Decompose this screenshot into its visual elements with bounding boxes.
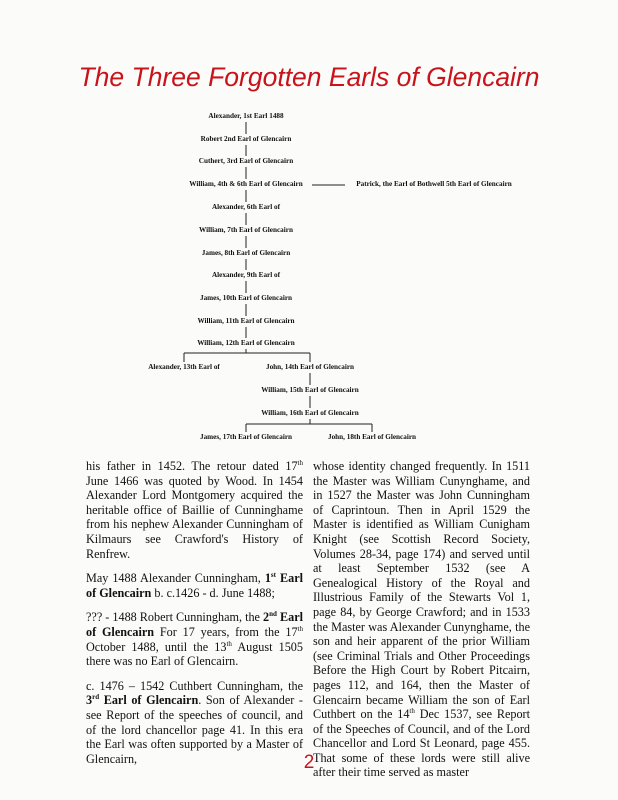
tree-node-17th-earl: James, 17th Earl of Glencairn: [199, 433, 293, 441]
body-text: [86, 459, 530, 780]
tree-node-16th-earl: William, 16th Earl of Glencairn: [261, 409, 359, 417]
tree-node-12th-earl: William, 12th Earl of Glencairn: [197, 339, 295, 347]
tree-node-6th-earl: Alexander, 6th Earl of: [211, 203, 281, 211]
tree-node-10th-earl: James, 10th Earl of Glencairn: [199, 294, 293, 302]
tree-node-8th-earl: James, 8th Earl of Glencairn: [201, 249, 291, 257]
paragraph-masters: whose identity changed frequently. In 1511 the Master was William Cunynghame, and in 1527 the Master was John Cunningham of Caprintoun. Then in April 1529 the Master is identified as William Cunigham Knight (see Scottish Record Society, Volumes 28-34, page 174) and served until at least September 1532 (see A Genealogical History of the Royal and Illustrious Family of the Stewarts Vol 1, page 84, by George Crawford; and in 1533 the Master was Alexander Cunynghame, the son and heir apparent of the prior William (see Criminal Trials and Other Proceedings Before the High Court by Robert Pitcairn, pages 112, and 164, then the Master of Glencairn became William the son of Earl Cuthbert on the 14th Dec 1537, see Report of the Speeches of Council, and of the Lord Chancellor and Lord St Leonard, page 455. That some of these lords were still alive after their time served as master: [313, 459, 530, 780]
paragraph-2nd-earl: ??? - 1488 Robert Cunningham, the 2nd Earl of Glencairn For 17 years, from the 17th October 1488, until the 13th August 1505 there was no Earl of Glencairn.: [86, 610, 303, 669]
tree-node-18th-earl: John, 18th Earl of Glencairn: [327, 433, 417, 441]
page-title: The Three Forgotten Earls of Glencairn: [78, 62, 540, 92]
left-column: [86, 459, 303, 780]
tree-node-15th-earl: William, 15th Earl of Glencairn: [261, 386, 359, 394]
tree-node-2nd-earl: Robert 2nd Earl of Glencairn: [200, 135, 292, 143]
tree-node-patrick-5th-earl: Patrick, the Earl of Bothwell 5th Earl of Glencairn: [356, 180, 512, 188]
tree-node-4th-6th-earl: William, 4th & 6th Earl of Glencairn: [189, 180, 303, 188]
paragraph-retour: his father in 1452. The retour dated 17th June 1466 was quoted by Wood. In 1454 Alexander Lord Montgomery acquired the heritable office of Baillie of Cunninghame from his nephew Alexander Cunningham of Kilmaurs see Crawford's History of Renfrew.: [86, 458, 303, 561]
tree-node-14th-earl: John, 14th Earl of Glencairn: [265, 363, 355, 371]
right-column: [313, 459, 530, 780]
tree-node-9th-earl: Alexander, 9th Earl of: [211, 271, 281, 279]
tree-node-7th-earl: William, 7th Earl of Glencairn: [199, 226, 293, 234]
tree-node-1st-earl: Alexander, 1st Earl 1488: [208, 112, 284, 120]
page-number: 2: [303, 752, 315, 773]
tree-node-13th-earl: Alexander, 13th Earl of: [148, 363, 220, 371]
paragraph-1st-earl: May 1488 Alexander Cunningham, 1st Earl of Glencairn b. c.1426 - d. June 1488;: [86, 571, 303, 600]
paragraph-3rd-earl: c. 1476 – 1542 Cuthbert Cunningham, the 3rd Earl of Glencairn. Son of Alexander - see Report of the speeches of council, and of the lord chancellor page 41. In this era the Earl was often supported by a Master of Glencairn,: [86, 678, 303, 766]
tree-node-3rd-earl: Cuthert, 3rd Earl of Glencairn: [198, 157, 294, 165]
tree-node-11th-earl: William, 11th Earl of Glencairn: [197, 317, 295, 325]
